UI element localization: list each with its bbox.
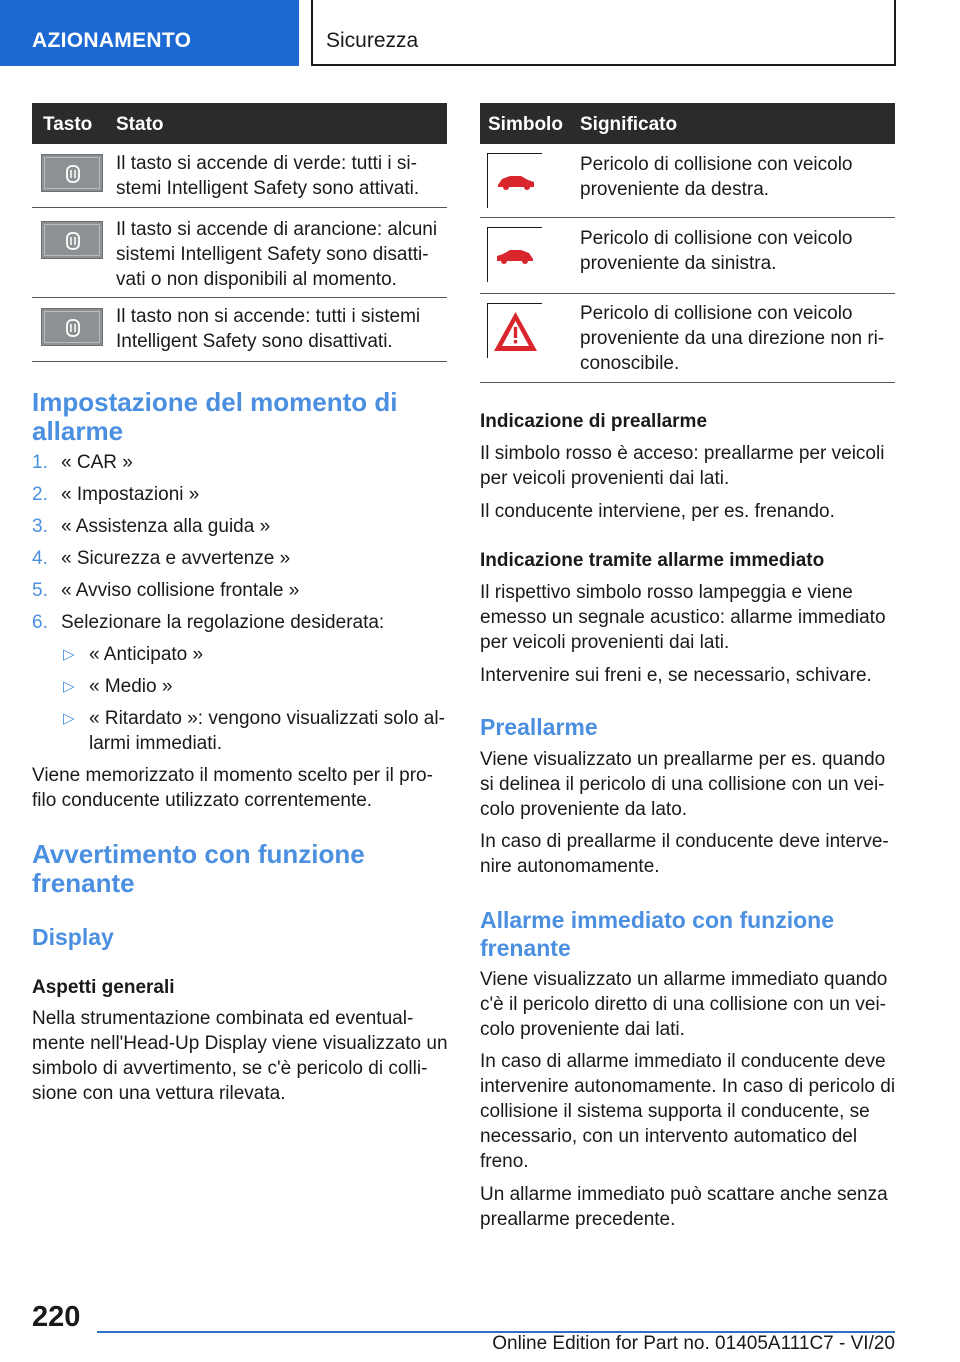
column-header-simbolo: Simbolo [488,114,563,135]
step-number: 4. [32,548,48,569]
heading-preallarme: Preallarme [480,714,598,740]
paragraph-memorizzato: Viene memorizzato il momento scelto per il pro- filo conducente utilizzato correntemente. [32,765,433,811]
column-header-tasto: Tasto [43,114,93,135]
red-car-right-icon [487,153,542,208]
header-chapter-box [311,0,896,66]
footer-edition-text: Online Edition for Part no. 01405A111C7 - VI/20 [492,1333,895,1354]
intelligent-safety-button-icon [41,221,103,259]
table-row [32,144,447,208]
list-item [32,450,447,475]
meaning-text: Pericolo di collisione con veicolo proveniente da una direzione non ri- conoscibile. [580,303,885,374]
intelligent-safety-button-icon [41,308,103,346]
paragraph-preallarme-2: Il conducente interviene, per es. frenando. [480,501,835,522]
status-text: Il tasto si accende di arancione: alcuni sistemi Intelligent Safety sono disatti- vati o non disponibili al momento. [116,219,438,290]
table-row [32,298,447,362]
warning-triangle-icon [487,303,542,358]
red-car-left-icon [487,227,542,282]
table-header [480,103,895,144]
step-number: 3. [32,516,48,537]
paragraph-preallarme-1: Il simbolo rosso è acceso: preallarme per veicoli per veicoli provenienti dai lati. [480,443,885,489]
list-item [32,610,447,635]
heading-indicazione-preallarme: Indicazione di preallarme [480,411,708,432]
status-text: Il tasto si accende di verde: tutti i si- stemi Intelligent Safety sono attivati. [116,153,420,199]
heading-allarme-immediato: Allarme immediato con funzione frenante [480,907,834,961]
table-row [480,218,895,294]
paragraph-preallarme-desc-2: In caso di preallarme il conducente deve interve- nire autonomamente. [480,831,889,877]
list-item [32,546,447,571]
header-section-tab [0,0,299,66]
step-text: « Sicurezza e avvertenze » [61,548,291,569]
paragraph-allarme-2: In caso di allarme immediato il conducente deve intervenire autonomamente. In caso di pericolo di collisione il sistema supporta il conducente, se necessario, con un intervento automatico del freno. [480,1051,896,1172]
step-number: 6. [32,612,48,633]
step-text: « Impostazioni » [61,484,200,505]
step-text: « CAR » [61,452,133,473]
sub-list-item [32,642,447,667]
step-text: « Avviso collisione frontale » [61,580,300,601]
paragraph-immediato-2: Intervenire sui freni e, se necessario, schivare. [480,665,872,686]
header-section-label: AZIONAMENTO [32,29,192,52]
list-item [32,578,447,603]
header-chapter-label: Sicurezza [326,29,419,52]
sub-step-text: « Medio » [89,676,173,697]
heading-display: Display [32,924,114,950]
meaning-text: Pericolo di collisione con veicolo proveniente da sinistra. [580,228,853,274]
intelligent-safety-button-icon [41,154,103,192]
paragraph-immediato-1: Il rispettivo simbolo rosso lampeggia e viene emesso un segnale acustico: allarme immediato per veicoli provenienti dai lati. [480,582,886,653]
step-number: 2. [32,484,48,505]
heading-indicazione-immediato: Indicazione tramite allarme immediato [480,550,825,571]
table-row [480,294,895,383]
sub-step-text: « Ritardato »: vengono visualizzati solo al- larmi immediati. [89,708,445,754]
paragraph-aspetti: Nella strumentazione combinata ed eventual- mente nell'Head-Up Display viene visualizzato un simbolo di avvertimento, se c'è pericolo di colli- sione con una vettura rilevata. [32,1008,448,1104]
sub-step-text: « Anticipato » [89,644,204,665]
step-text: « Assistenza alla guida » [61,516,271,537]
paragraph-allarme-1: Viene visualizzato un allarme immediato quando c'è il pericolo diretto di una collisione con un vei- colo proveniente dai lati. [480,969,888,1040]
heading-impostazione-allarme: Impostazione del momento di allarme [32,387,398,446]
sub-list-item [32,674,447,699]
column-header-significato: Significato [580,114,678,135]
triangle-bullet-icon: ▷ [63,646,75,663]
status-text: Il tasto non si accende: tutti i sistemi Intelligent Safety sono disattivati. [116,306,421,352]
triangle-bullet-icon: ▷ [63,678,75,695]
sub-list-item [32,706,447,756]
step-text: Selezionare la regolazione desiderata: [61,612,385,633]
table-header [32,103,447,144]
table-row [480,144,895,218]
step-number: 5. [32,580,48,601]
meaning-text: Pericolo di collisione con veicolo proveniente da destra. [580,154,853,200]
table-row [32,208,447,298]
step-number: 1. [32,452,48,473]
steps-list [32,450,447,763]
button-status-table [32,103,447,362]
symbol-meaning-table [480,103,895,383]
triangle-bullet-icon: ▷ [63,710,75,727]
heading-avvertimento-frenante: Avvertimento con funzione frenante [32,839,365,898]
paragraph-allarme-3: Un allarme immediato può scattare anche senza preallarme precedente. [480,1184,888,1230]
paragraph-preallarme-desc-1: Viene visualizzato un preallarme per es. quando si delinea il pericolo di una collisione con un vei- colo proveniente da lato. [480,749,886,820]
column-header-stato: Stato [116,114,164,135]
list-item [32,482,447,507]
list-item [32,514,447,539]
page-number: 220 [32,1301,81,1333]
heading-aspetti-generali: Aspetti generali [32,977,175,998]
